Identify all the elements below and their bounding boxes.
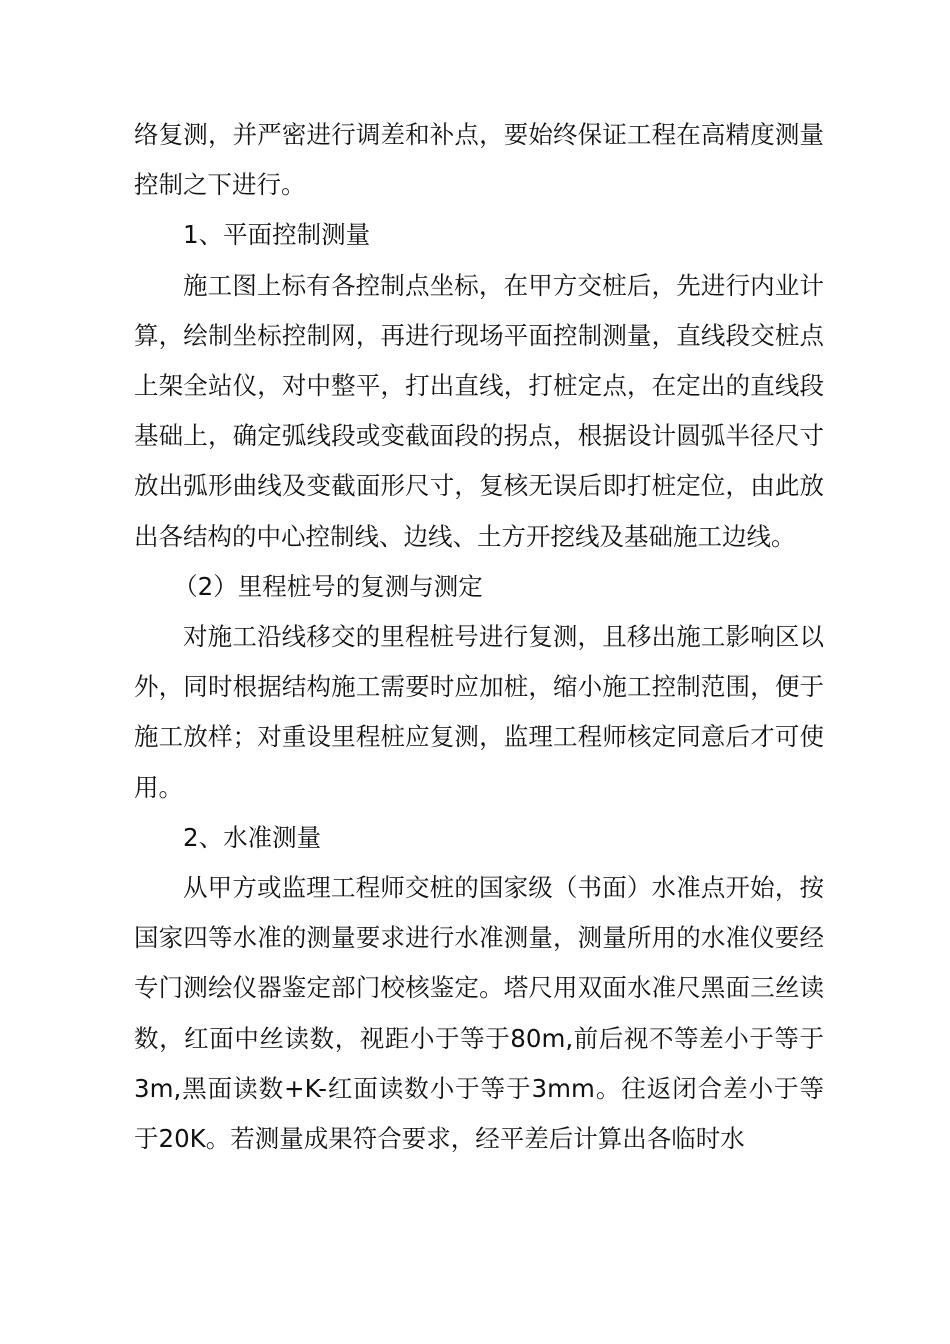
document-body [134,110,824,1164]
paragraph-leveling: 从甲方或监理工程师交桩的国家级（书面）水准点开始，按国家四等水准的测量要求进行水准测量，测量所用的水准仪要经专门测绘仪器鉴定部门校核鉴定。塔尺用双面水准尺黑面三丝读数，红面中丝读数，视距小于等于80m,前后视不等差小于等于3m,黑面读数+K-红面读数小于等于3mm。往返闭合差小于等于20K。若测量成果符合要求，经平差后计算出各临时水 [134,873,824,1154]
section-heading-leveling: 2、水准测量 [183,822,322,852]
paragraph-plane-control: 施工图上标有各控制点坐标，在甲方交桩后，先进行内业计算，绘制坐标控制网，再进行现场平面控制测量，直线段交桩点上架全站仪，对中整平，打出直线，打桩定点，在定出的直线段基础上，确定弧线段或变截面段的拐点，根据设计圆弧半径尺寸放出弧形曲线及变截面形尺寸，复核无误后即打桩定位，由此放出各结构的中心控制线、边线、土方开挖线及基础施工边线。 [134,270,824,551]
section-heading-plane-control: 1、平面控制测量 [183,220,371,250]
subsection-heading-mileage-stake: （2）里程桩号的复测与测定 [173,571,483,601]
paragraph-continuation: 络复测，并严密进行调差和补点，要始终保证工程在高精度测量控制之下进行。 [134,120,824,200]
paragraph-mileage-stake: 对施工沿线移交的里程桩号进行复测，且移出施工影响区以外，同时根据结构施工需要时应加桩，缩小施工控制范围，便于施工放样；对重设里程桩应复测，监理工程师核定同意后才可使用。 [134,622,824,802]
